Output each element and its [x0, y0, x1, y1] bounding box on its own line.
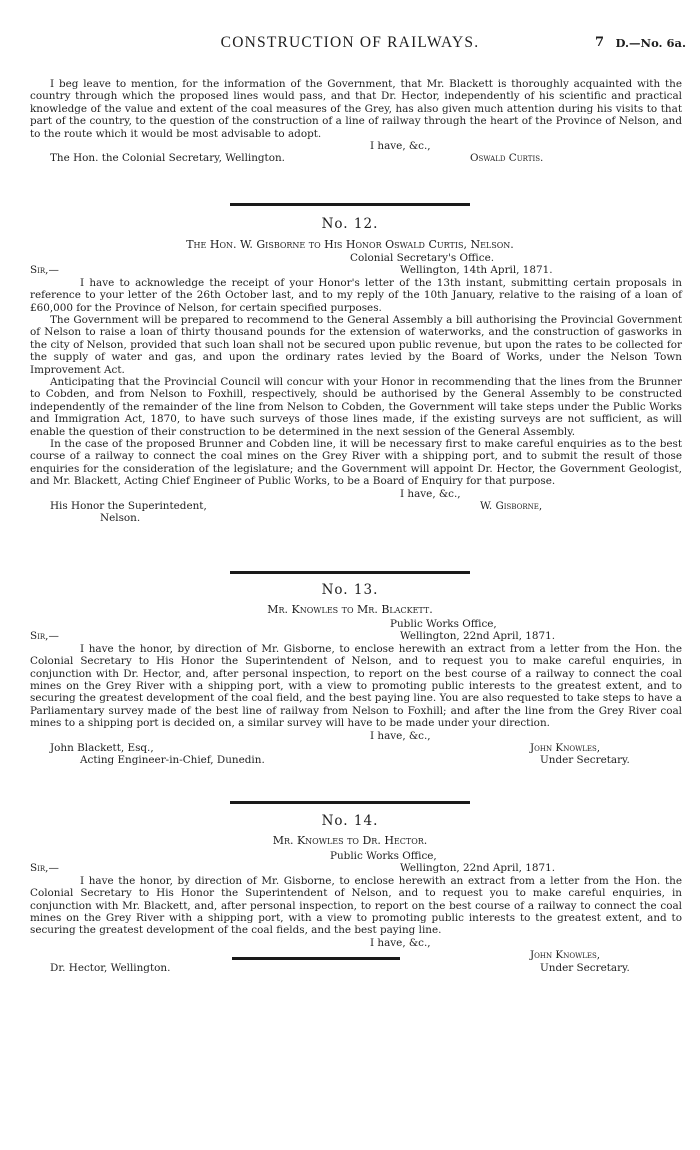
letter-14-paragraph: I have the honor, by direction of Mr. Gisborne, to enclose herewith an extract from a letter from the Hon. the Colonial Secretary to His Honor the Superintendent of Nelson, and to request you to make careful enquiries, in conjunction with Mr. Blackett, and, after personal inspection, to report on the best course of a railway to connect the coal mines on the Grey River with a shipping port, with a view to promoting public interests to the greatest extent, and to securing the greatest development of the coal fields, and the best paying line.	[30, 874, 682, 937]
letter-14-closing-row	[30, 937, 682, 949]
letter-13-office-row	[30, 618, 682, 630]
letter-12-paragraph-1: I have to acknowledge the receipt of your Honor's letter of the 13th instant, submitting certain proposals in reference to your letter of the 26th October last, and to my reply of the 10th January, relative to the raising of a loan of £60,000 for the Province of Nelson, for certain specified purposes.	[30, 276, 682, 314]
letter-12-body	[30, 252, 682, 525]
section-divider	[230, 203, 470, 206]
letter-14-address-row	[30, 962, 682, 974]
letter-14-addressee: Dr. Hector, Wellington.	[50, 961, 171, 974]
letter-13-closing: I have, &c.,	[370, 729, 431, 742]
letter-12-office: Colonial Secretary's Office.	[350, 252, 495, 264]
section-divider	[232, 957, 400, 960]
letter-12-date: Wellington, 14th April, 1871.	[400, 264, 553, 277]
section-divider	[230, 571, 470, 574]
letter-13-address-row	[30, 742, 682, 754]
letter-14-closing: I have, &c.,	[370, 936, 431, 949]
intro-paragraph: I beg leave to mention, for the information of the Government, that Mr. Blackett is thoroughly acquainted with the country through which the proposed lines would pass, and that Dr. Hector, independently of his scientific and practical knowledge of the value and extent of the coal measures of the Grey, has also given much attention during his visits to that part of the country, to the question of the construction of a line of railway through the heart of the Province of Nelson, and to the route which it would be most advisable to adopt.	[30, 78, 682, 140]
letter-13-salutation: Sir,—	[30, 630, 59, 643]
letter-13-date: Wellington, 22nd April, 1871.	[400, 630, 556, 643]
letter-13-body	[30, 618, 682, 767]
letter-12-address-row	[30, 500, 682, 512]
intro-section	[30, 78, 682, 165]
letter-13-addressee: John Blackett, Esq.,	[50, 742, 154, 755]
letter-12-date-row	[30, 264, 682, 276]
letter-12-addressee-place: Nelson.	[100, 512, 141, 525]
letter-12-office-row	[30, 252, 682, 264]
letter-14-signature: John Knowles,	[530, 949, 601, 962]
letter-13-heading: No. 13.	[321, 582, 379, 598]
document-reference: D.—No. 6a.	[615, 36, 686, 50]
letter-12-address-row-2	[30, 512, 682, 524]
intro-addressee: The Hon. the Colonial Secretary, Wellington.	[50, 152, 285, 165]
letter-13-signature: John Knowles,	[530, 742, 601, 755]
letter-12-heading: No. 12.	[321, 216, 379, 232]
letter-12-paragraph-4: In the case of the proposed Brunner and Cobden line, it will be necessary first to make careful enquiries as to the best course of a railway to connect the coal mines on the Grey River with a shipping port, and to submit the result of those enquiries for the consideration of the legislature; and the Government will appoint Dr. Hector, the Government Geologist, and Mr. Blackett, Acting Chief Engineer of Public Works, to be a Board of Enquiry for that purpose.	[30, 438, 682, 488]
letter-13-closing-row	[30, 730, 682, 742]
letter-13-address-row-2	[30, 754, 682, 766]
letter-12-paragraph-3: Anticipating that the Provincial Council will concur with your Honor in recommending that the lines from the Brunner to Cobden, and from Nelson to Foxhill, respectively, should be authorised by the General Assembly to be constructed independently of the remainder of the line from Nelson to Cobden, the Government will take steps under the Public Works and Immigration Act, 1870, to have such surveys of those lines made, if the existing surveys are not sufficient, as will enable the question of their construction to be determined in the next session of the General Assembly.	[30, 376, 682, 438]
page-header	[0, 34, 700, 56]
letter-14-salutation: Sir,—	[30, 862, 59, 875]
letter-12-paragraph-2: The Government will be prepared to recommend to the General Assembly a bill authorising the Provincial Government of Nelson to raise a loan of thirty thousand pounds for the extension of waterworks, and the construction of gasworks in the city of Nelson, provided that such loan shall not be secured upon public revenue, but upon the rates to be collected for the supply of water and gas, and upon the ordinary rates levied by the Board of Works, under the Nelson Town Improvement Act.	[30, 314, 682, 376]
section-divider	[230, 801, 470, 804]
letter-14-subtitle: Mr. Knowles to Dr. Hector.	[272, 834, 428, 847]
intro-address-row	[30, 152, 682, 164]
letter-14-date-row	[30, 862, 682, 874]
page-title: CONSTRUCTION OF RAILWAYS.	[220, 34, 480, 51]
intro-closing: I have, &c.,	[370, 140, 431, 153]
letter-12-closing: I have, &c.,	[400, 487, 461, 500]
letter-13-addressee-title: Acting Engineer-in-Chief, Dunedin.	[80, 754, 265, 767]
letter-12-subtitle: The Hon. W. Gisborne to His Honor Oswald Curtis, Nelson.	[186, 238, 514, 251]
letter-14-heading: No. 14.	[321, 813, 379, 829]
letter-13-office: Public Works Office,	[390, 618, 497, 630]
letter-14-body	[30, 850, 682, 974]
letter-12-salutation: Sir,—	[30, 264, 59, 277]
letter-14-office: Public Works Office,	[330, 850, 437, 862]
intro-closing-row	[30, 140, 682, 152]
letter-12-addressee: His Honor the Superintedent,	[50, 500, 207, 513]
letter-13-subtitle: Mr. Knowles to Mr. Blackett.	[267, 603, 433, 616]
letter-12-signature: W. Gisborne,	[480, 500, 543, 513]
letter-13-paragraph: I have the honor, by direction of Mr. Gisborne, to enclose herewith an extract from a letter from the Hon. the Colonial Secretary to His Honor the Superintendent of Nelson, and to request you to make careful enquiries, in conjunction with Dr. Hector, and, after personal inspection, to report on the best course of a railway to connect the coal mines on the Grey River with a shipping port, with a view to promoting public interests to the greatest extent, and to securing the greatest development of the coal field, and the best paying line. You are also requested to take steps to have a Parliamentary survey made of the best line of railway from Nelson to Foxhill; and after the line from the Grey River coal mines to a shipping port is decided on, a similar survey will have to be made under your direction.	[30, 642, 682, 730]
page-number: 7	[594, 35, 604, 50]
letter-14-signature-title: Under Secretary.	[540, 961, 630, 974]
letter-14-signature-row	[30, 949, 682, 961]
letter-12-closing-row	[30, 488, 682, 500]
intro-signature: Oswald Curtis.	[470, 152, 544, 165]
letter-13-date-row	[30, 630, 682, 642]
letter-13-signature-title: Under Secretary.	[540, 754, 630, 767]
letter-14-office-row	[30, 850, 682, 862]
letter-14-date: Wellington, 22nd April, 1871.	[400, 862, 556, 875]
